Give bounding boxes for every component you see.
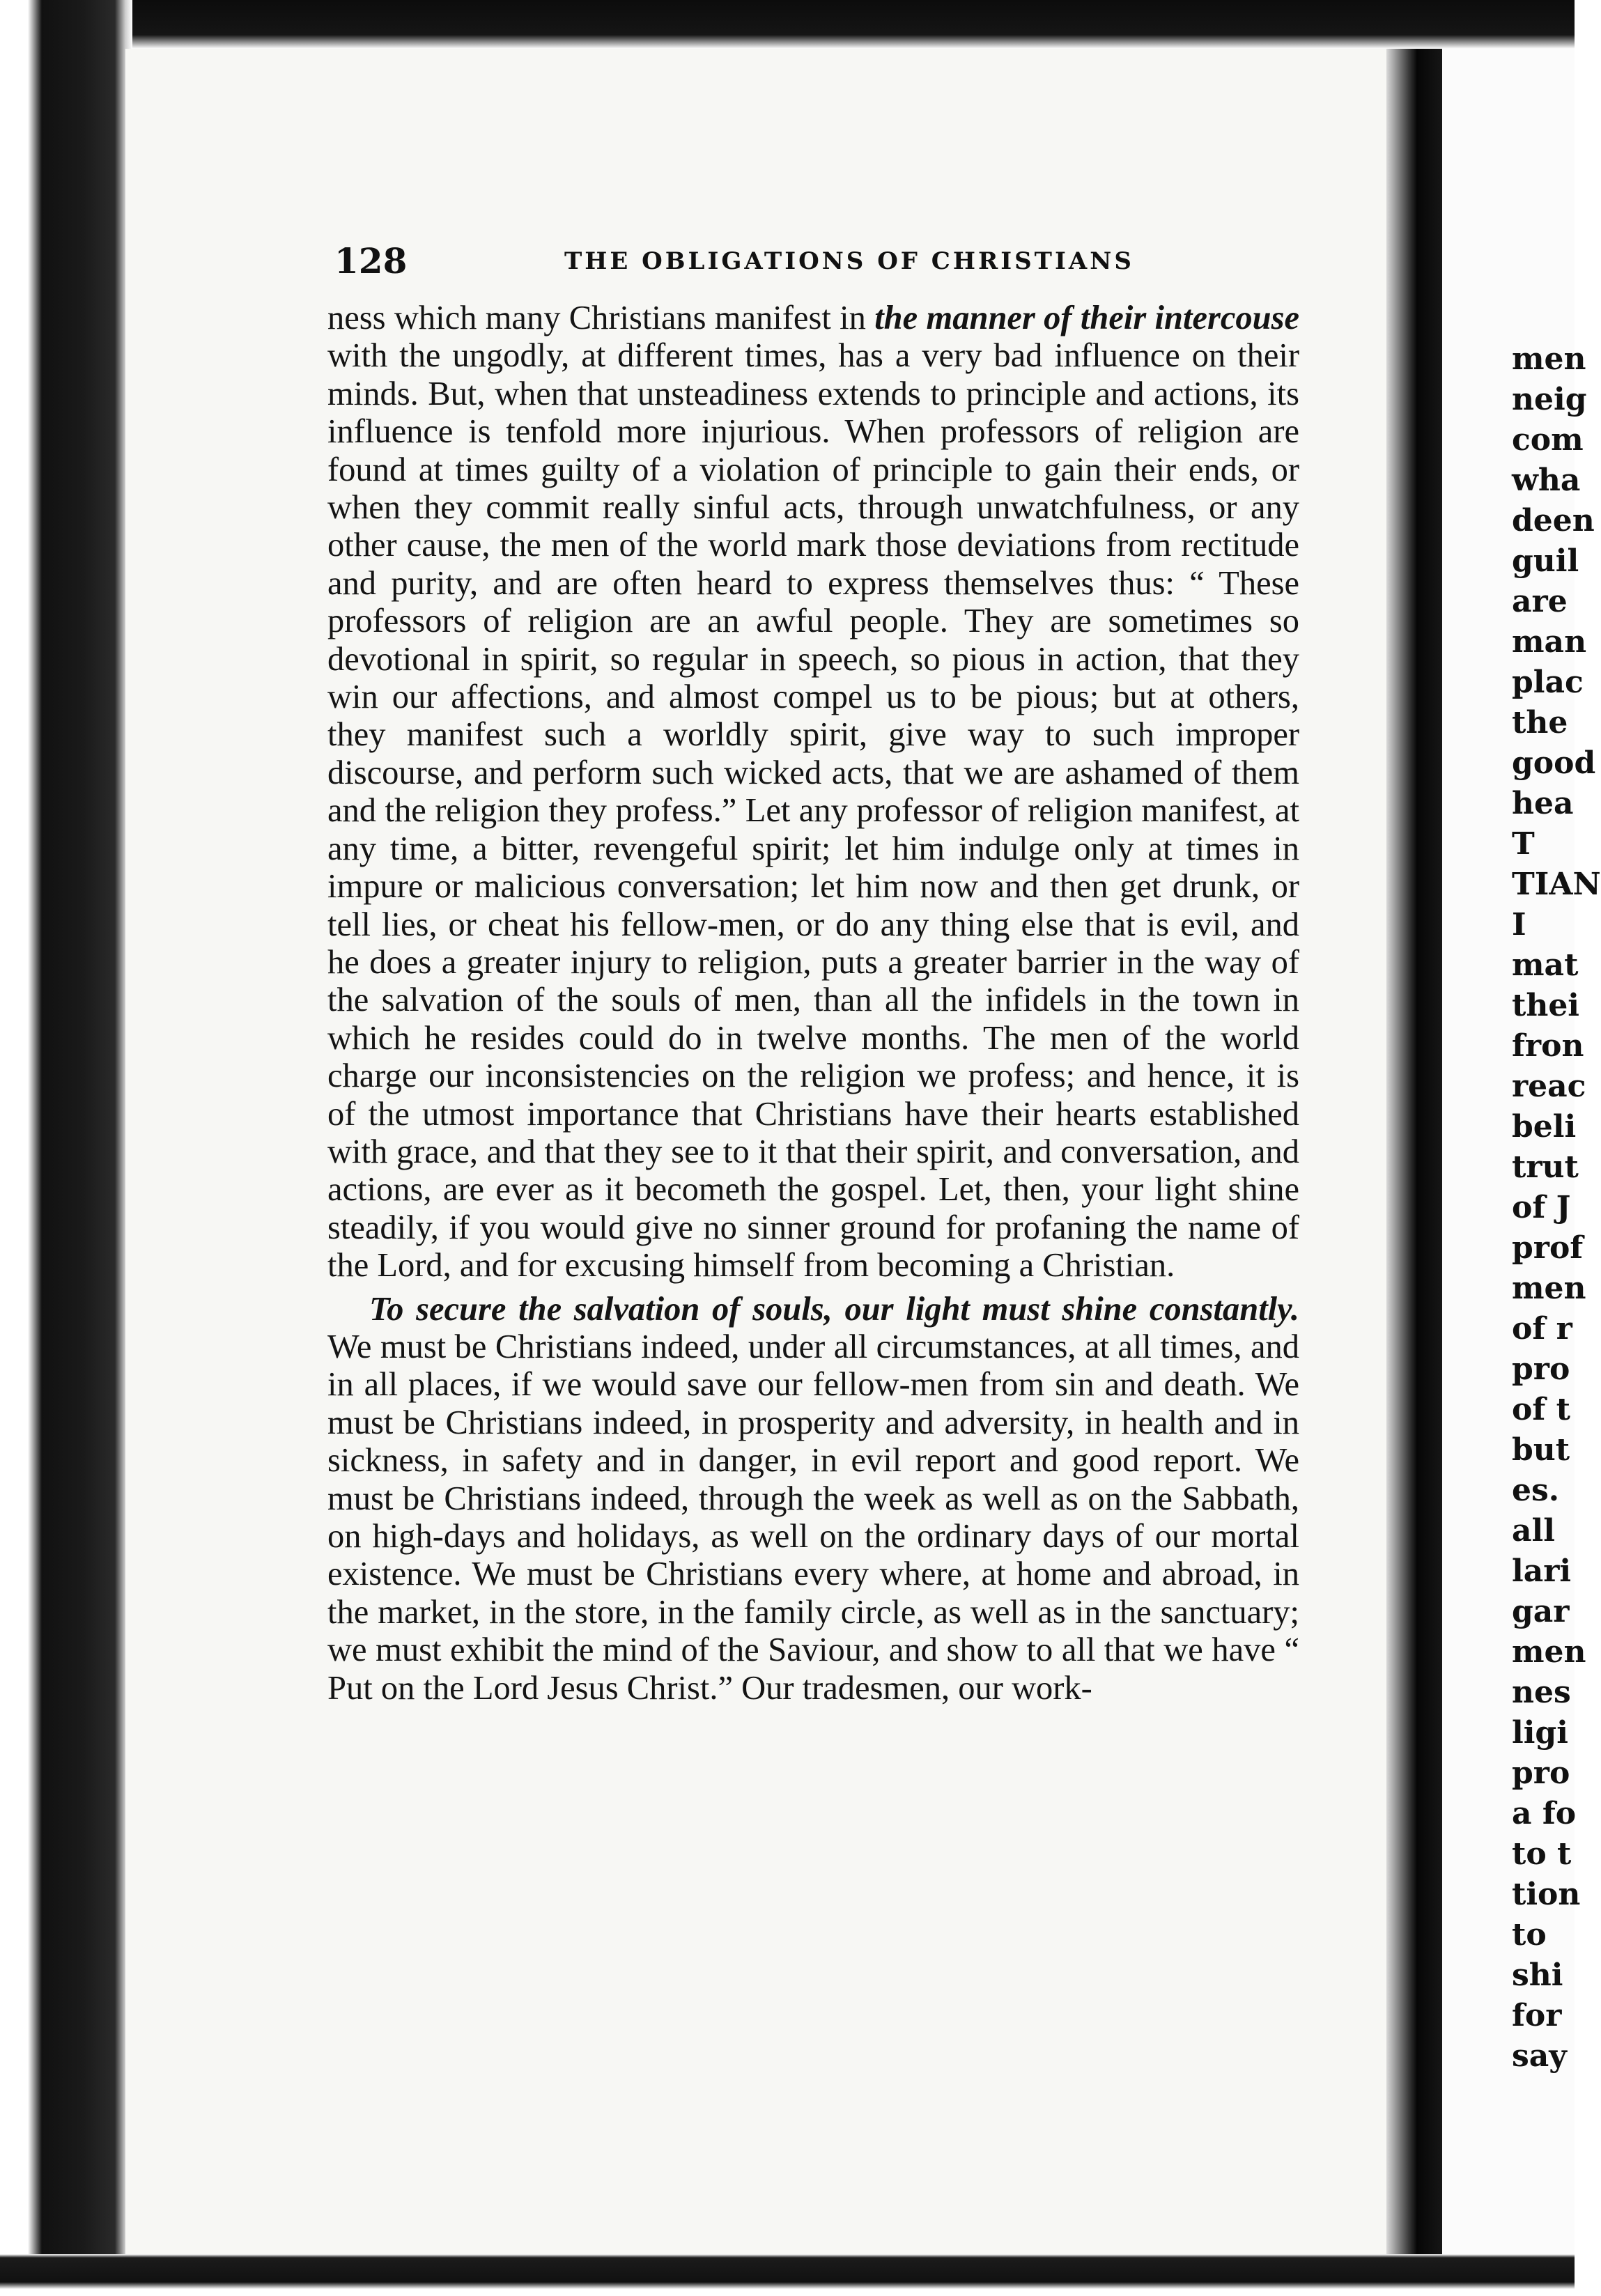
paragraph-2	[327, 1291, 1299, 1707]
facing-page-fragment: es.	[1512, 1473, 1560, 1508]
facing-page-fragment: pro	[1512, 1351, 1570, 1387]
book-gutter	[1386, 49, 1442, 2264]
facing-page-fragment: ligi	[1512, 1715, 1568, 1751]
facing-page-fragment: pro	[1512, 1755, 1570, 1791]
facing-page-fragment: shi	[1512, 1957, 1563, 1993]
facing-page-fragment: beli	[1512, 1109, 1577, 1145]
facing-page-fragment: thei	[1512, 988, 1580, 1023]
scan-border-top	[0, 0, 1575, 49]
paragraph-1-part-b: with the ungodly, at different times, has a very bad influence on their minds. But, when that unsteadiness extends to principle and actions, its influence is tenfold more injurious. When professors of religion are found at times guilty of a violation of principle to gain their ends, or when they commit really sinful acts, through unwatchfulness, or any other cause, the men of the world mark those deviations from rectitude and purity, and are often heard to express themselves thus: “ These professors of religion are an awful people. They are sometimes so devotional in spirit, so regular in speech, so pious in action, that they win our affections, and almost compel us to be pious; but at others, they manifest such a worldly spirit, give way to such improper discourse, and perform such wicked acts, that we are ashamed of them and the religion they profess.” Let any professor of religion manifest, at any time, a bitter, revengeful spirit; let him indulge only at times in impure or malicious conversation; let him now and then get drunk, or tell lies, or cheat his fellow-men, or do any thing else that is evil, and he does a greater injury to religion, puts a greater barrier in the way of the salvation of the souls of men, than all the infidels in the town in which he resides could do in twelve months. The men of the world charge our inconsistencies on the religion we profess; and hence, it is of the utmost importance that Christians have their hearts established with grace, and that they see to it that their spirit, and conversation, and actions, are ever as it becometh the gospel. Let, then, your light shine steadily, if you would give no sinner ground for profaning the name of the Lord, and for excusing himself from becoming a Christian.	[327, 337, 1299, 1285]
facing-page-fragment: TIAN	[1512, 867, 1601, 902]
facing-page	[1442, 49, 1601, 2264]
facing-page-fragment: trut	[1512, 1149, 1579, 1185]
facing-page-fragment: say	[1512, 2038, 1567, 2074]
facing-page-fragment: for	[1512, 1998, 1562, 2033]
facing-page-fragment: men	[1512, 1634, 1586, 1670]
facing-page-fragment: to	[1512, 1917, 1547, 1953]
facing-page-fragment: prof	[1512, 1230, 1584, 1266]
paragraph-1-italic: the manner of their intercouse	[874, 300, 1300, 336]
facing-page-fragment: of t	[1512, 1392, 1570, 1427]
facing-page-fragment: good	[1512, 745, 1596, 781]
facing-page-fragment: plac	[1512, 665, 1584, 700]
page-number: 128	[334, 240, 408, 281]
facing-page-fragment: guil	[1512, 543, 1579, 579]
scan-border-left	[0, 0, 132, 2296]
facing-page-fragment: I	[1512, 907, 1526, 943]
facing-page-fragment: reac	[1512, 1069, 1586, 1104]
facing-page-fragment: deen	[1512, 503, 1595, 538]
facing-page-fragment: tion	[1512, 1877, 1581, 1912]
paragraph-1	[327, 300, 1299, 1285]
facing-page-fragment: a fo	[1512, 1796, 1577, 1831]
facing-page-fragment: nes	[1512, 1675, 1571, 1710]
facing-page-fragment: all	[1512, 1513, 1555, 1549]
paragraph-1-part-a: ness which many Christians manifest in	[327, 300, 875, 336]
facing-page-fragment: lari	[1512, 1553, 1572, 1589]
facing-page-fragment: wha	[1512, 463, 1581, 498]
paragraph-2-italic-lead: To secure the salvation of souls, our light must shine constantly.	[369, 1290, 1299, 1328]
facing-page-fragment: T	[1512, 826, 1535, 862]
facing-page-fragment: fron	[1512, 1028, 1584, 1064]
facing-page-fragment: the	[1512, 705, 1568, 740]
facing-page-fragment: men	[1512, 1271, 1586, 1306]
facing-page-fragment: men	[1512, 341, 1586, 377]
facing-page-fragment: of r	[1512, 1311, 1572, 1347]
running-head: THE OBLIGATIONS OF CHRISTIANS	[564, 247, 1134, 275]
facing-page-fragment: hea	[1512, 786, 1574, 821]
facing-page-fragment: neig	[1512, 382, 1587, 417]
facing-page-fragment: com	[1512, 422, 1584, 458]
facing-page-fragment: but	[1512, 1432, 1570, 1468]
facing-page-fragment: gar	[1512, 1594, 1570, 1629]
facing-page-fragment: mat	[1512, 947, 1579, 983]
page-header	[334, 240, 1379, 289]
facing-page-fragment: are	[1512, 584, 1568, 619]
paragraph-2-text: We must be Christians indeed, under all circumstances, at all times, and in all places, if we would save our fellow-men from sin and death. We must be Christians indeed, in prosperity and adversity, in health and in sickness, in safety and in danger, in evil report and good report. We must be Christians indeed, through the week as well as on the Sabbath, on high-days and holidays, as well on the ordinary days of our mortal existence. We must be Christians every where, at home and abroad, in the market, in the store, in the family circle, as well as in the sanctuary; we must exhibit the mind of the Saviour, and show to all that we have “ Put on the Lord Jesus Christ.” Our tradesmen, our work-	[327, 1328, 1299, 1707]
scan-border-bottom	[0, 2254, 1575, 2296]
facing-page-fragment: to t	[1512, 1836, 1572, 1872]
body-text	[327, 300, 1299, 1707]
facing-page-fragment: man	[1512, 624, 1587, 660]
facing-page-fragment: of J	[1512, 1190, 1571, 1225]
